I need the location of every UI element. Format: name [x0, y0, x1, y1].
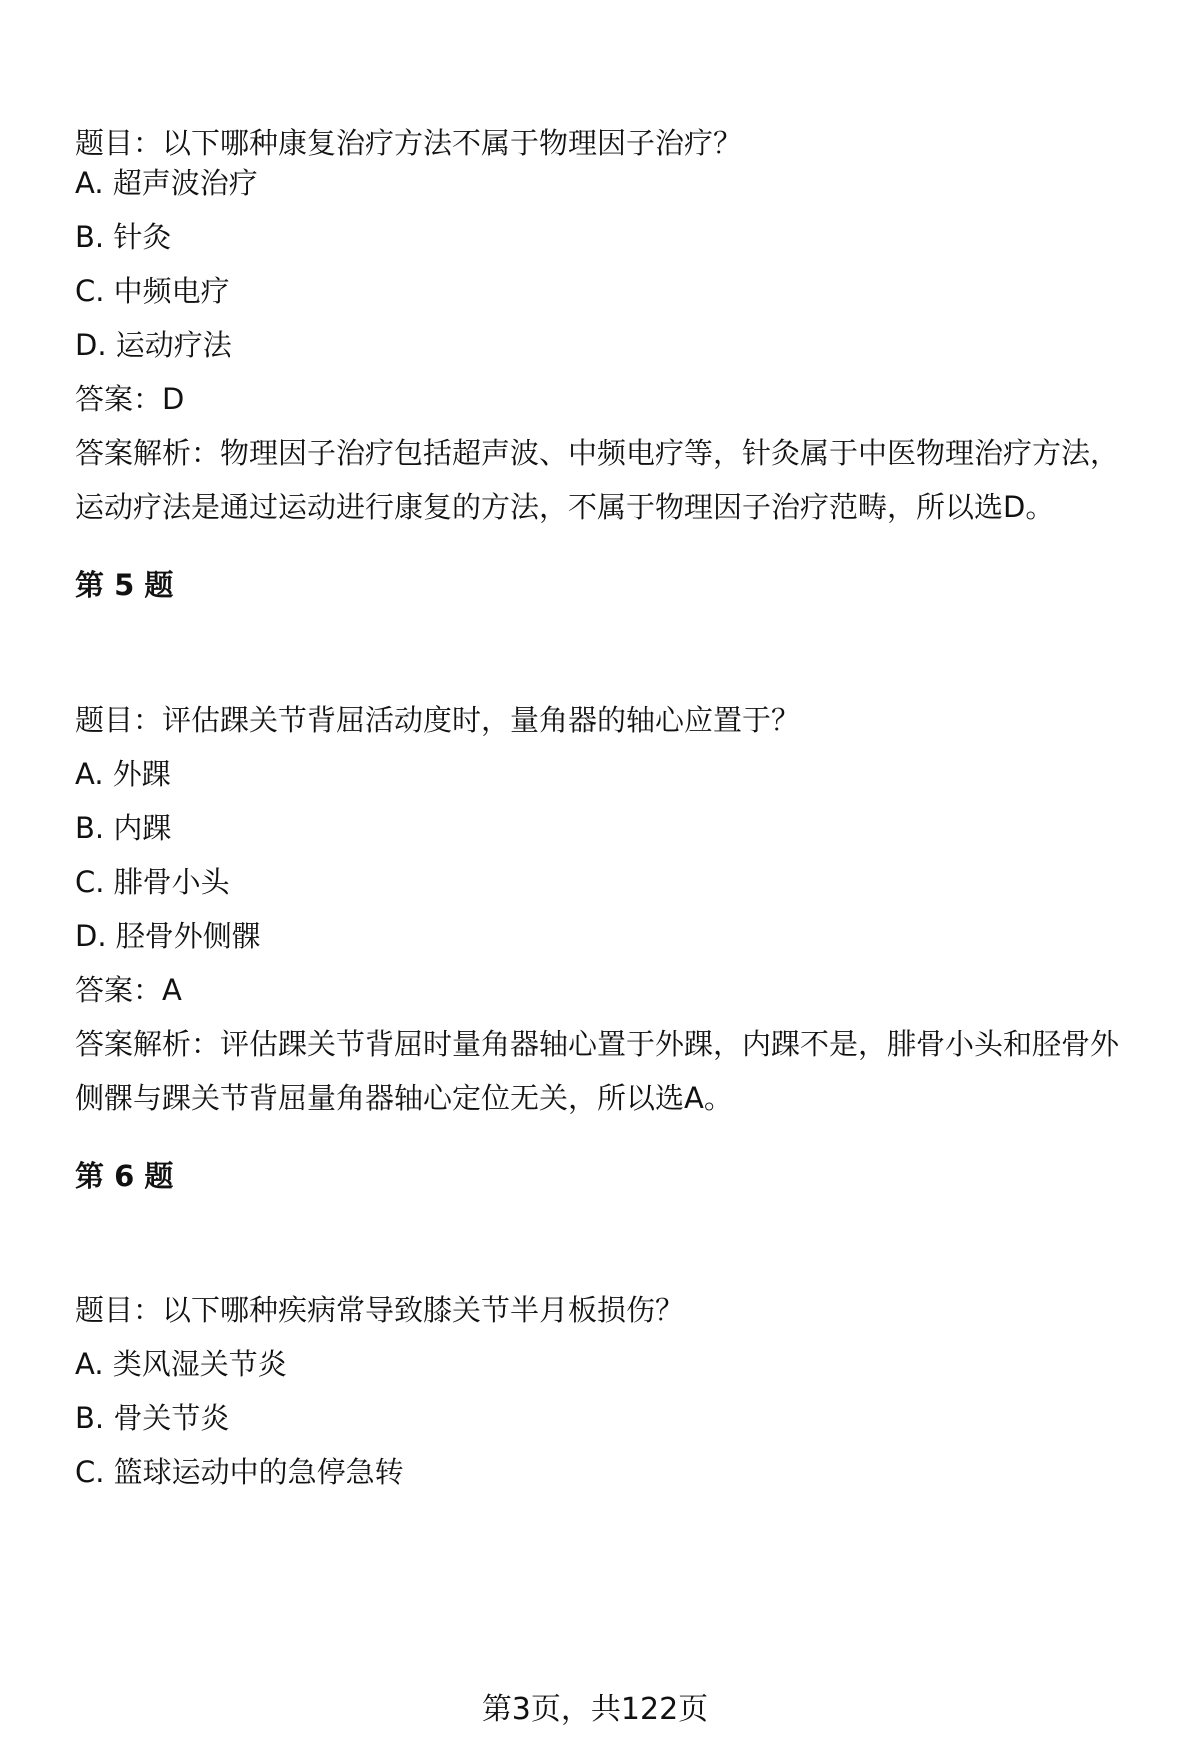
page-number-footer: 第3页，共122页 — [481, 1692, 709, 1727]
q5-explanation-line-2: 侧髁与踝关节背屈量角器轴心定位无关，所以选A。 — [75, 1081, 733, 1115]
q4-option-d: D. 运动疗法 — [75, 328, 232, 362]
q6-option-b: B. 骨关节炎 — [75, 1401, 230, 1435]
q5-option-c: C. 腓骨小头 — [75, 865, 230, 899]
q5-answer: 答案：A — [75, 973, 182, 1007]
q4-option-a: A. 超声波治疗 — [75, 166, 258, 200]
q4-explanation-line-1: 答案解析：物理因子治疗包括超声波、中频电疗等，针灸属于中医物理治疗方法， — [75, 436, 1120, 470]
q5-stem: 题目：评估踝关节背屈活动度时，量角器的轴心应置于？ — [75, 703, 801, 737]
q4-stem: 题目：以下哪种康复治疗方法不属于物理因子治疗？ — [75, 126, 743, 160]
q5-heading: 第 5 题 — [75, 568, 174, 602]
q5-option-a: A. 外踝 — [75, 757, 171, 791]
q4-option-b: B. 针灸 — [75, 220, 172, 254]
q5-option-b: B. 内踝 — [75, 811, 172, 845]
q4-answer: 答案：D — [75, 382, 185, 416]
q6-stem: 题目：以下哪种疾病常导致膝关节半月板损伤？ — [75, 1293, 685, 1327]
q6-heading: 第 6 题 — [75, 1159, 174, 1193]
q4-explanation-line-2: 运动疗法是通过运动进行康复的方法，不属于物理因子治疗范畴，所以选D。 — [75, 490, 1055, 524]
q5-option-d: D. 胫骨外侧髁 — [75, 919, 261, 953]
q6-option-a: A. 类风湿关节炎 — [75, 1347, 287, 1381]
q4-option-c: C. 中频电疗 — [75, 274, 230, 308]
q6-option-c: C. 篮球运动中的急停急转 — [75, 1455, 404, 1489]
q5-explanation-line-1: 答案解析：评估踝关节背屈时量角器轴心置于外踝，内踝不是，腓骨小头和胫骨外 — [75, 1027, 1120, 1061]
